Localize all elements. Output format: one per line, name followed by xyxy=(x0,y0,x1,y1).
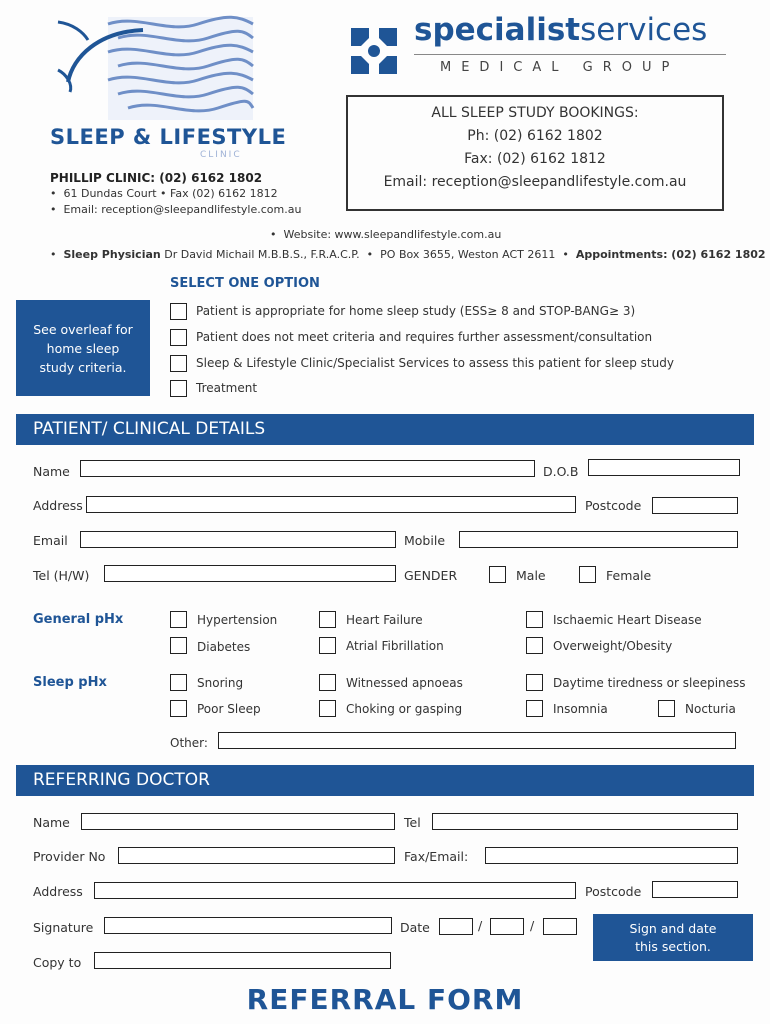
bookings-box xyxy=(346,95,724,211)
doctor-tel-label: Tel xyxy=(404,815,421,830)
hypertension-label: Hypertension xyxy=(197,613,278,627)
overleaf-note: See overleaf for home sleep study criteria. xyxy=(16,300,150,396)
obesity-checkbox[interactable] xyxy=(526,637,543,654)
poor-sleep-label: Poor Sleep xyxy=(197,702,261,716)
website-text: Website: www.sleepandlifestyle.com.au xyxy=(283,228,502,241)
daytime-tiredness-label: Daytime tiredness or sleepiness xyxy=(553,676,746,690)
doctor-address-field[interactable] xyxy=(94,882,576,899)
gender-male-checkbox[interactable] xyxy=(489,566,506,583)
date-day-field[interactable] xyxy=(439,918,473,935)
sign-date-note: Sign and date this section. xyxy=(593,914,753,961)
insomnia-checkbox[interactable] xyxy=(526,700,543,717)
doctor-name-field[interactable] xyxy=(81,813,395,830)
option-further-assessment-label: Patient does not meet criteria and requires further assessment/consultation xyxy=(196,330,653,344)
patient-name-field[interactable] xyxy=(80,460,535,477)
sleep-wave-logo-icon xyxy=(48,12,258,124)
date-slash: / xyxy=(530,918,535,933)
date-slash: / xyxy=(478,918,483,933)
clinic-sub: CLINIC xyxy=(200,150,242,160)
signature-label: Signature xyxy=(33,920,94,935)
patient-section-header: PATIENT/ CLINICAL DETAILS xyxy=(16,414,754,445)
doctor-postcode-field[interactable] xyxy=(652,881,738,898)
patient-address-label: Address xyxy=(33,498,83,513)
gender-male-label: Male xyxy=(516,568,546,583)
other-label: Other: xyxy=(170,736,208,750)
patient-mobile-field[interactable] xyxy=(459,531,738,548)
option-clinic-assess-checkbox[interactable] xyxy=(170,355,187,372)
form-title: REFERRAL FORM xyxy=(246,983,524,1016)
signature-field[interactable] xyxy=(104,917,392,934)
patient-tel-field[interactable] xyxy=(104,565,396,582)
patient-dob-label: D.O.B xyxy=(543,464,579,479)
physician-line: • Sleep Physician Dr David Michail M.B.B.S., F.R.A.C.P. • PO Box 3655, Weston ACT 2611 • Appointments: (02) 6162 1802 xyxy=(50,248,766,261)
specialist-cross-logo-icon xyxy=(347,24,401,78)
patient-postcode-field[interactable] xyxy=(652,497,738,514)
option-further-assessment-checkbox[interactable] xyxy=(170,329,187,346)
bookings-phone: Ph: (02) 6162 1802 xyxy=(467,128,603,144)
snoring-checkbox[interactable] xyxy=(170,674,187,691)
option-treatment-checkbox[interactable] xyxy=(170,380,187,397)
ischaemic-label: Ischaemic Heart Disease xyxy=(553,613,702,627)
poor-sleep-checkbox[interactable] xyxy=(170,700,187,717)
brand-light: services xyxy=(580,12,708,48)
patient-postcode-label: Postcode xyxy=(585,498,642,513)
gender-female-label: Female xyxy=(606,568,652,583)
obesity-label: Overweight/Obesity xyxy=(553,639,673,653)
option-treatment-label: Treatment xyxy=(196,381,258,395)
choking-label: Choking or gasping xyxy=(346,702,463,716)
option-home-study-label: Patient is appropriate for home sleep study (ESS≥ 8 and STOP-BANG≥ 3) xyxy=(196,304,636,318)
doctor-postcode-label: Postcode xyxy=(585,884,642,899)
patient-dob-field[interactable] xyxy=(588,459,740,476)
choking-checkbox[interactable] xyxy=(319,700,336,717)
appointments: Appointments: (02) 6162 1802 xyxy=(575,248,766,261)
witnessed-apnoeas-label: Witnessed apnoeas xyxy=(346,676,463,690)
email-line: • Email: reception@sleepandlifestyle.com.au xyxy=(50,203,302,216)
address-line: • 61 Dundas Court • Fax (02) 6162 1812 xyxy=(50,187,278,200)
copy-to-label: Copy to xyxy=(33,955,82,970)
witnessed-apnoeas-checkbox[interactable] xyxy=(319,674,336,691)
date-month-field[interactable] xyxy=(490,918,524,935)
brand-bold: specialist xyxy=(414,12,581,48)
option-clinic-assess-label: Sleep & Lifestyle Clinic/Specialist Services to assess this patient for sleep study xyxy=(196,356,674,370)
date-label: Date xyxy=(400,920,430,935)
email-text: Email: reception@sleepandlifestyle.com.au xyxy=(63,203,302,216)
doctor-address-label: Address xyxy=(33,884,83,899)
doctor-name-label: Name xyxy=(33,815,70,830)
general-phx-heading: General pHx xyxy=(33,612,124,627)
website-line: • Website: www.sleepandlifestyle.com.au xyxy=(270,228,502,241)
gender-label: GENDER xyxy=(404,568,458,583)
daytime-tiredness-checkbox[interactable] xyxy=(526,674,543,691)
gender-female-checkbox[interactable] xyxy=(579,566,596,583)
atrial-fibrillation-checkbox[interactable] xyxy=(319,637,336,654)
fax-email-label: Fax/Email: xyxy=(404,849,469,864)
date-year-field[interactable] xyxy=(543,918,577,935)
phillip-clinic: PHILLIP CLINIC: (02) 6162 1802 xyxy=(50,171,263,185)
options-heading: SELECT ONE OPTION xyxy=(170,276,320,291)
bookings-title: ALL SLEEP STUDY BOOKINGS: xyxy=(431,105,639,121)
patient-tel-label: Tel (H/W) xyxy=(33,568,90,583)
provider-field[interactable] xyxy=(118,847,395,864)
physician-label: Sleep Physician xyxy=(63,248,161,261)
copy-to-field[interactable] xyxy=(94,952,391,969)
snoring-label: Snoring xyxy=(197,676,244,690)
ischaemic-checkbox[interactable] xyxy=(526,611,543,628)
insomnia-label: Insomnia xyxy=(553,702,608,716)
nocturia-checkbox[interactable] xyxy=(658,700,675,717)
physician-name: Dr David Michail M.B.B.S., F.R.A.C.P. xyxy=(164,248,360,261)
fax-email-field[interactable] xyxy=(485,847,738,864)
doctor-tel-field[interactable] xyxy=(432,813,738,830)
doctor-section-header: REFERRING DOCTOR xyxy=(16,765,754,796)
atrial-fibrillation-label: Atrial Fibrillation xyxy=(346,639,444,653)
bookings-email: Email: reception@sleepandlifestyle.com.au xyxy=(383,174,687,190)
address-text: 61 Dundas Court • Fax (02) 6162 1812 xyxy=(63,187,278,200)
nocturia-label: Nocturia xyxy=(685,702,736,716)
po-box: PO Box 3655, Weston ACT 2611 xyxy=(380,248,556,261)
patient-mobile-label: Mobile xyxy=(404,533,446,548)
sleep-phx-heading: Sleep pHx xyxy=(33,675,107,690)
bookings-fax: Fax: (02) 6162 1812 xyxy=(464,151,606,167)
clinic-name: SLEEP & LIFESTYLE xyxy=(50,125,287,149)
patient-address-field[interactable] xyxy=(86,496,576,513)
patient-email-label: Email xyxy=(33,533,68,548)
heart-failure-checkbox[interactable] xyxy=(319,611,336,628)
hypertension-checkbox[interactable] xyxy=(170,611,187,628)
patient-email-field[interactable] xyxy=(80,531,396,548)
heart-failure-label: Heart Failure xyxy=(346,613,423,627)
option-home-study-checkbox[interactable] xyxy=(170,303,187,320)
diabetes-checkbox[interactable] xyxy=(170,637,187,654)
diabetes-label: Diabetes xyxy=(197,640,251,654)
brand-sub: MEDICAL GROUP xyxy=(440,60,680,75)
provider-label: Provider No xyxy=(33,849,106,864)
brand-rule xyxy=(414,54,726,55)
patient-name-label: Name xyxy=(33,464,70,479)
other-field[interactable] xyxy=(218,732,736,749)
brand-name xyxy=(414,12,707,48)
